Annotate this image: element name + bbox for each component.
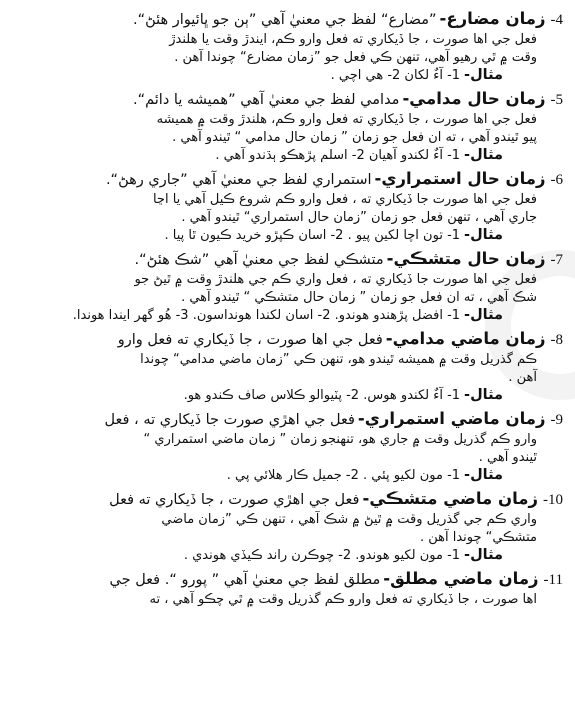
section-heading bbox=[14, 168, 563, 191]
example-label: مثال- bbox=[464, 67, 503, 83]
example-text: 1- آءٌ لکان 2- هي اچي . bbox=[330, 68, 461, 83]
section-body-line: فعل جي اها صورت جا ڏيکاري ته ، فعل واري ڪم جي هلندڙ وقت ۾ ٿيڻ جو bbox=[134, 272, 537, 287]
section-number: 9- bbox=[550, 412, 563, 428]
section-body-line: فعل جي اها صورت ، جا ڏيکاري ته فعل وارو ڪم، هلندڙ وقت ۾ هميشه bbox=[156, 112, 537, 127]
tense-section bbox=[14, 568, 563, 609]
section-body-line: واري ڪم جي گذريل وقت ۾ ٿيڻ ۾ شڪ آهي ، تنهن ڪي ”زمان ماضي bbox=[161, 512, 537, 527]
section-definition: ”مضارع“ لفظ جي معنيٰ آهي ”ٻن جو ڀائيوار هئڻ“. bbox=[133, 12, 437, 28]
example-text: 1- مون لکيو پئي . 2- جميل ڪار هلائي پي . bbox=[226, 468, 461, 483]
section-heading bbox=[14, 248, 563, 271]
section-body-line: اها صورت ، جا ڏيکاري ته فعل وارو ڪم گذريل وقت ۾ ٿي چڪو آهي ، ته bbox=[149, 592, 537, 607]
section-title: زمان ماضي مدامي- bbox=[385, 329, 546, 348]
tense-section bbox=[14, 8, 563, 85]
section-body-line: فعل جي اها صورت ، جا ڏيکاري ته فعل وارو ڪم، ايندڙ وقت يا هلندڙ bbox=[169, 32, 537, 47]
tense-section bbox=[14, 328, 563, 405]
example-text: 1- آءٌ لکندو هوس. 2- پٽيوالو ڪلاس صاف ڪندو هو. bbox=[183, 388, 461, 403]
section-title: زمان ماضي متشڪي- bbox=[362, 489, 538, 508]
example-label: مثال- bbox=[464, 467, 503, 483]
section-body-line: متشڪي“ چوندا آهن . bbox=[419, 529, 537, 545]
example-line bbox=[14, 226, 563, 245]
section-number: 8- bbox=[550, 332, 563, 348]
example-label: مثال- bbox=[464, 307, 503, 323]
example-line bbox=[14, 466, 563, 485]
section-definition: مدامي لفظ جي معنيٰ آهي ”هميشه يا دائم“. bbox=[133, 92, 400, 108]
section-body-line: جاري آهي ، تنهن فعل جو زمان ”زمان حال استمراري“ ٿيندو آهي . bbox=[181, 209, 537, 225]
example-text: 1- تون اچا لکين پيو . 2- اسان ڪپڙو خريد ڪيون ٿا پيا . bbox=[164, 228, 461, 243]
section-definition: فعل جي اهڙي صورت ، جا ڏيکاري ته فعل bbox=[109, 492, 360, 508]
section-definition: فعل جي اهڙي صورت جا ڏيکاري ته ، فعل bbox=[104, 412, 355, 428]
example-line bbox=[14, 546, 563, 565]
section-number: 7- bbox=[550, 252, 563, 268]
example-line bbox=[14, 386, 563, 405]
section-body-line: وقت ۾ ٿي رهيو آهي، تنهن ڪي فعل جو ”زمان مضارع“ چوندا آهن . bbox=[174, 49, 537, 65]
section-definition: مطلق لفظ جي معنيٰ آهي ” پورو “. فعل جي bbox=[109, 572, 381, 588]
section-number: 6- bbox=[550, 172, 563, 188]
section-heading bbox=[14, 488, 563, 511]
section-number: 5- bbox=[550, 92, 563, 108]
section-definition: فعل جي اها صورت ، جا ڏيکاري ته فعل وارو bbox=[117, 332, 383, 348]
section-heading bbox=[14, 8, 563, 31]
section-definition: متشڪي لفظ جي معنيٰ آهي ”شڪ هئڻ“. bbox=[134, 252, 384, 268]
tense-section bbox=[14, 248, 563, 325]
tense-section bbox=[14, 168, 563, 245]
section-title: زمان ماضي استمراري- bbox=[357, 409, 546, 428]
section-title: زمان ماضي مطلق- bbox=[383, 569, 539, 588]
section-body-line: آهن . bbox=[508, 369, 537, 385]
tense-section bbox=[14, 88, 563, 165]
section-heading bbox=[14, 408, 563, 431]
section-body-line: شڪ آهي ، ته ان فعل جو زمان ” زمان حال متشڪي “ ٿيندو آهي . bbox=[181, 289, 537, 305]
example-line bbox=[14, 306, 563, 325]
example-label: مثال- bbox=[464, 147, 503, 163]
example-label: مثال- bbox=[464, 227, 503, 243]
section-body-line: ڪم گذريل وقت ۾ هميشه ٿيندو هو، تنهن ڪي ”زمان ماضي مدامي“ چوندا bbox=[140, 352, 537, 367]
section-number: 11- bbox=[543, 572, 563, 588]
section-number: 10- bbox=[543, 492, 563, 508]
example-label: مثال- bbox=[464, 387, 503, 403]
example-text: 1- مون لکيو هوندو. 2- چوڪرن راند ڪيڏي هوندي . bbox=[183, 548, 461, 563]
section-number: 4- bbox=[550, 12, 563, 28]
tense-section bbox=[14, 488, 563, 565]
section-title: زمان حال متشڪي- bbox=[386, 249, 546, 268]
example-label: مثال- bbox=[464, 547, 503, 563]
section-heading bbox=[14, 568, 563, 591]
example-line bbox=[14, 66, 563, 85]
section-title: زمان مضارع- bbox=[439, 9, 546, 28]
section-body-line: پيو ٿيندو آهي ، ته ان فعل جو زمان ” زمان حال مدامي “ ٿيندو آهي . bbox=[172, 129, 537, 145]
section-body-line: ٿيندو آهي . bbox=[478, 449, 537, 465]
section-heading bbox=[14, 88, 563, 111]
example-text: 1- آءٌ لکندو آهيان 2- اسلم پڙهڪو ٻڌندو آهي . bbox=[215, 148, 461, 163]
section-definition: استمراري لفظ جي معنيٰ آهي ”جاري رهڻ“. bbox=[105, 172, 372, 188]
section-heading bbox=[14, 328, 563, 351]
section-body-line: فعل جي اها صورت جا ڏيکاري ته ، فعل وارو ڪم شروع ڪيل آهي يا اڃا bbox=[152, 192, 537, 207]
section-title: زمان حال مدامي- bbox=[402, 89, 546, 108]
example-text: 1- افضل پڙهندو هوندو. 2- اسان لکندا هونداسون. 3- هُو گهر ايندا هوندا. bbox=[72, 308, 461, 323]
tense-section bbox=[14, 408, 563, 485]
section-body-line: وارو ڪم گذريل وقت ۾ جاري هو، تنهنجو زمان ” زمان ماضي استمراري “ bbox=[143, 432, 537, 447]
example-line bbox=[14, 146, 563, 165]
section-title: زمان حال استمراري- bbox=[374, 169, 546, 188]
